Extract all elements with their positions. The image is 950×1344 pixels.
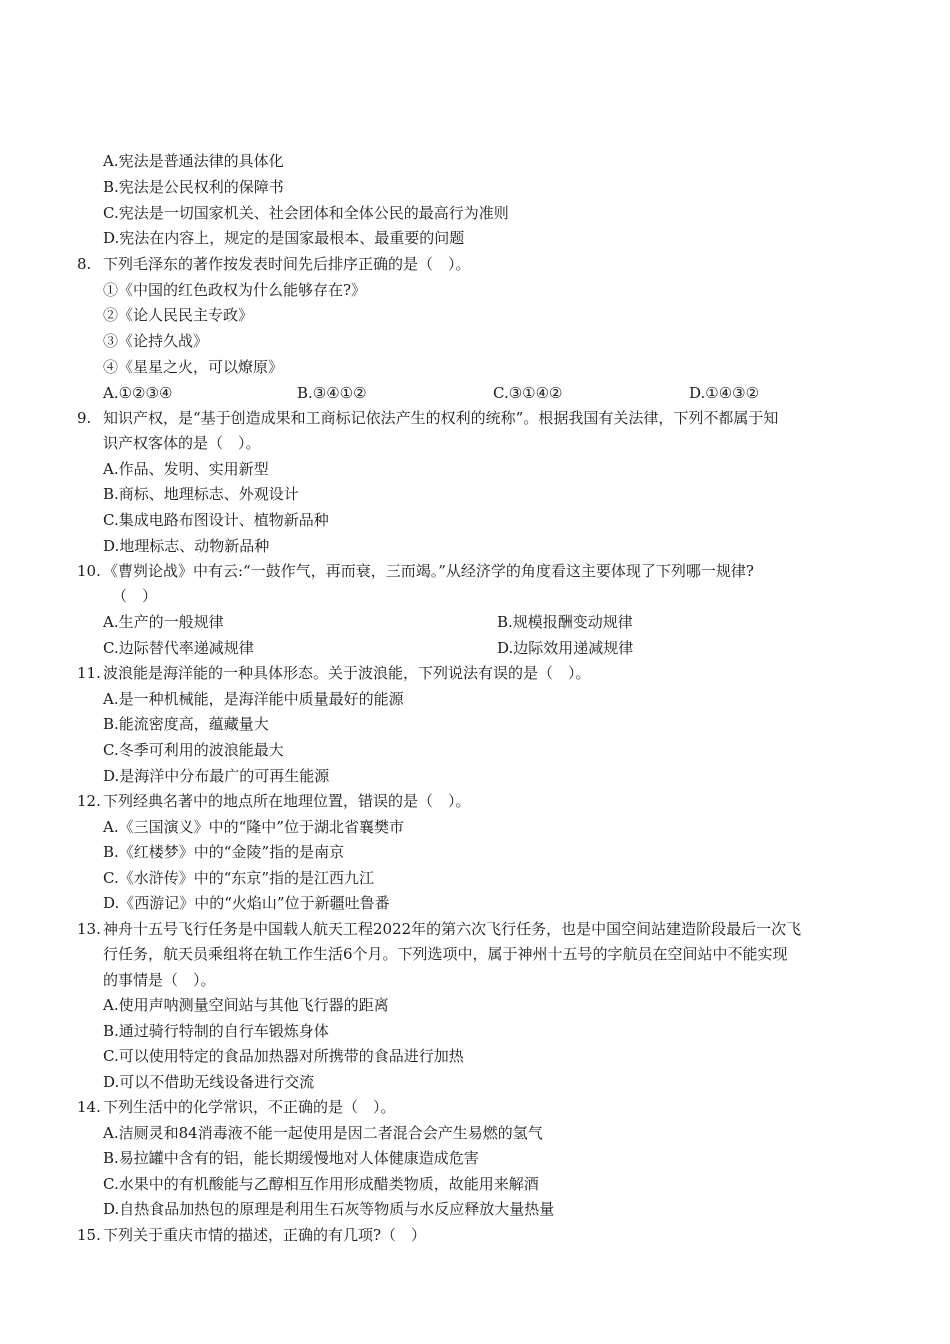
q13-option-a: A.使用声呐测量空间站与其他飞行器的距离 <box>103 996 389 1014</box>
q11-option-b: B.能流密度高，蕴藏量大 <box>103 715 269 733</box>
q11-option-a: A.是一种机械能，是海洋能中质量最好的能源 <box>103 690 404 708</box>
q10-option-a: A.生产的一般规律 <box>103 613 224 631</box>
q8-option-b: B.③④①② <box>297 384 367 402</box>
q9-stem-line2: 识产权客体的是（ ）。 <box>103 434 261 452</box>
q12-option-d: D.《西游记》中的“火焰山”位于新疆吐鲁番 <box>103 894 390 912</box>
q14-option-c: C.水果中的有机酸能与乙醇相互作用形成醋类物质，故能用来解酒 <box>103 1175 539 1193</box>
q8-stem: 下列毛泽东的著作按发表时间先后排序正确的是（ ）。 <box>103 255 471 273</box>
q9-number: 9. <box>77 409 92 427</box>
q12-option-b: B.《红楼梦》中的“金陵”指的是南京 <box>103 843 345 861</box>
q7-option-c: C.宪法是一切国家机关、社会团体和全体公民的最高行为准则 <box>103 204 509 222</box>
q10-number: 10. <box>77 562 101 580</box>
q12-option-c: C.《水浒传》中的“东京”指的是江西九江 <box>103 869 375 887</box>
q14-option-d: D.自热食品加热包的原理是利用生石灰等物质与水反应释放大量热量 <box>103 1200 555 1218</box>
q13-stem-line1: 神舟十五号飞行任务是中国载人航天工程2022年的第六次飞行任务，也是中国空间站建造阶段最后一次飞 <box>103 920 802 938</box>
q8-item-3: ③《论持久战》 <box>103 332 209 350</box>
q14-option-a: A.洁厕灵和84消毒液不能一起使用是因二者混合会产生易燃的氢气 <box>103 1124 543 1142</box>
q13-number: 13. <box>77 920 101 938</box>
q11-stem: 波浪能是海洋能的一种具体形态。关于波浪能，下列说法有误的是（ ）。 <box>103 664 591 682</box>
q13-stem-line2: 行任务，航天员乘组将在轨工作生活6个月。下列选项中，属于神州十五号的字航员在空间站中不能实现 <box>103 945 788 963</box>
q13-option-c: C.可以使用特定的食品加热器对所携带的食品进行加热 <box>103 1047 464 1065</box>
q10-option-b: B.规模报酬变动规律 <box>497 613 633 631</box>
q12-stem: 下列经典名著中的地点所在地理位置，错误的是（ ）。 <box>103 792 471 810</box>
q9-option-c: C.集成电路布图设计、植物新品种 <box>103 511 329 529</box>
q8-item-4: ④《星星之火，可以燎原》 <box>103 358 284 376</box>
q7-option-a: A.宪法是普通法律的具体化 <box>103 152 284 170</box>
q8-item-1: ①《中国的红色政权为什么能够存在?》 <box>103 281 367 299</box>
q7-option-d: D.宪法在内容上，规定的是国家最根本、最重要的问题 <box>103 229 465 247</box>
q8-option-a: A.①②③④ <box>103 384 173 402</box>
q10-option-c: C.边际替代率递减规律 <box>103 639 254 657</box>
q11-number: 11. <box>77 664 101 682</box>
q8-option-c: C.③①④② <box>493 384 563 402</box>
q9-stem-line1: 知识产权，是“基于创造成果和工商标记依法产生的权利的统称”。根据我国有关法律，下列不都属于知 <box>103 409 779 427</box>
q11-option-c: C.冬季可利用的波浪能最大 <box>103 741 284 759</box>
q12-option-a: A.《三国演义》中的“隆中”位于湖北省襄樊市 <box>103 818 404 836</box>
q14-number: 14. <box>77 1098 101 1116</box>
q9-option-a: A.作品、发明、实用新型 <box>103 460 269 478</box>
q14-stem: 下列生活中的化学常识，不正确的是（ ）。 <box>103 1098 396 1116</box>
q9-option-b: B.商标、地理标志、外观设计 <box>103 485 299 503</box>
q15-number: 15. <box>77 1226 101 1244</box>
q13-stem-line3: 的事情是（ ）。 <box>103 971 216 989</box>
q14-option-b: B.易拉罐中含有的铝，能长期缓慢地对人体健康造成危害 <box>103 1149 479 1167</box>
q10-stem-line1: 《曹刿论战》中有云:“一鼓作气，再而衰，三而竭。”从经济学的角度看这主要体现了下列哪一规律? <box>103 562 754 580</box>
q11-option-d: D.是海洋中分布最广的可再生能源 <box>103 767 330 785</box>
q8-number: 8. <box>77 255 92 273</box>
q15-stem: 下列关于重庆市情的描述，正确的有几项?（ ） <box>103 1226 427 1244</box>
q7-option-b: B.宪法是公民权利的保障书 <box>103 178 284 196</box>
q8-option-d: D.①④③② <box>689 384 760 402</box>
q13-option-d: D.可以不借助无线设备进行交流 <box>103 1073 315 1091</box>
q9-option-d: D.地理标志、动物新品种 <box>103 537 270 555</box>
q10-stem-line2: （ ） <box>112 587 158 605</box>
q10-option-d: D.边际效用递减规律 <box>497 639 634 657</box>
q8-item-2: ②《论人民民主专政》 <box>103 306 254 324</box>
q12-number: 12. <box>77 792 101 810</box>
q13-option-b: B.通过骑行特制的自行车锻炼身体 <box>103 1022 329 1040</box>
